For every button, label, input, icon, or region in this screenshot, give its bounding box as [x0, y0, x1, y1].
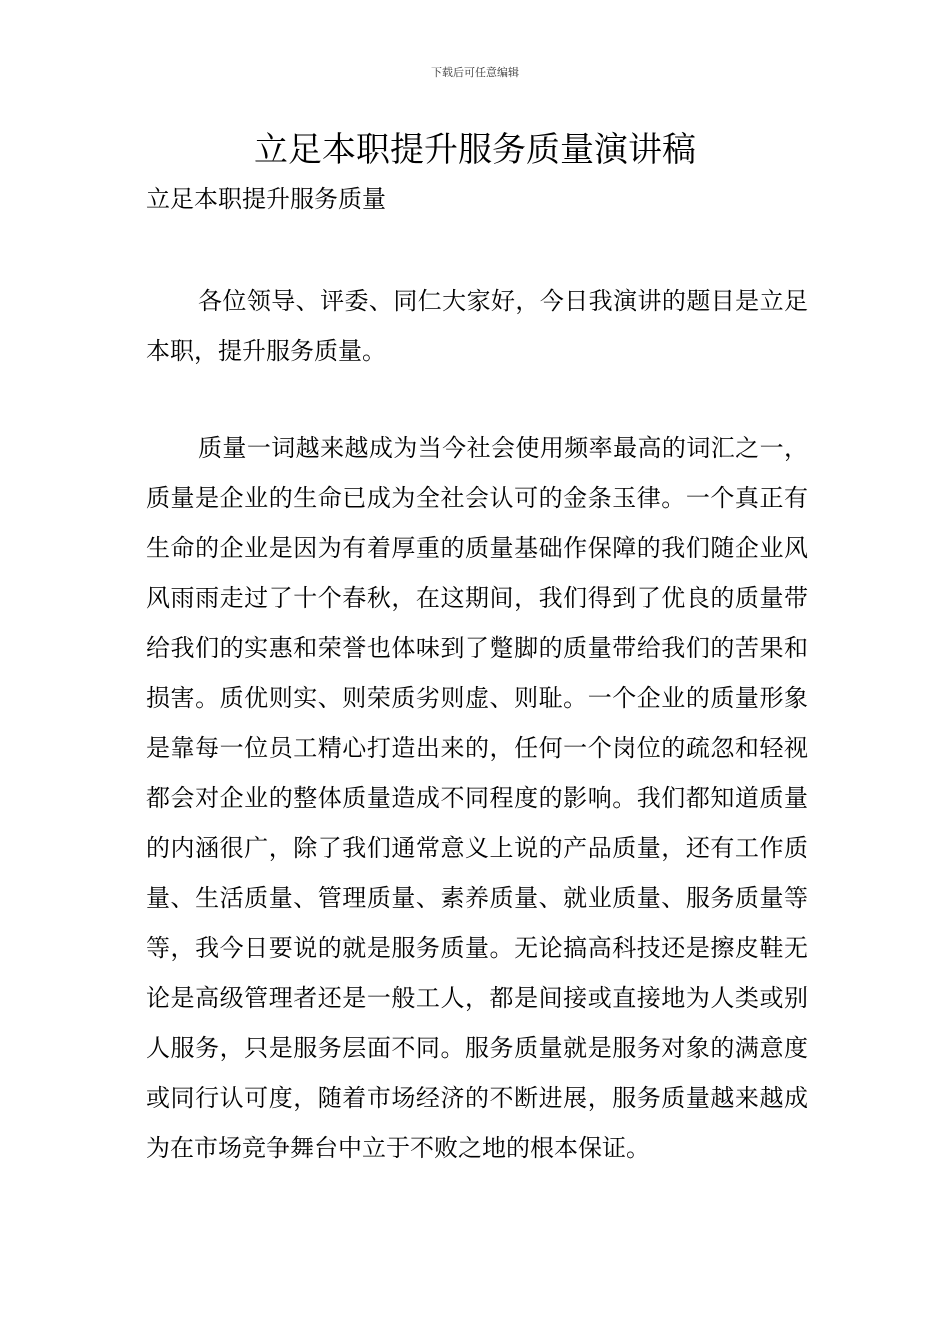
document-title: 立足本职提升服务质量演讲稿 — [254, 130, 696, 170]
body-paragraph: 质量一词越来越成为当今社会使用频率最高的词汇之一，质量是企业的生命已成为全社会认可的金条玉律。一个真正有生命的企业是因为有着厚重的质量基础作保障的我们随企业风风雨雨走过了十个春秋，在这期间，我们得到了优良的质量带给我们的实惠和荣誉也体味到了蹩脚的质量带给我们的苦果和损害。质优则实、则荣质劣则虚、则耻。一个企业的质量形象是靠每一位员工精心打造出来的，任何一个岗位的疏忽和轻视都会对企业的整体质量造成不同程度的影响。我们都知道质量的内涵很广，除了我们通常意义上说的产品质量，还有工作质量、生活质量、管理质量、素养质量、就业质量、服务质量等等，我今日要说的就是服务质量。无论搞高科技还是擦皮鞋无论是高级管理者还是一般工人，都是间接或直接地为人类或别人服务，只是服务层面不同。服务质量就是服务对象的满意度或同行认可度，随着市场经济的不断进展，服务质量越来越成为在市场竞争舞台中立于不败之地的根本保证。 — [146, 434, 808, 1162]
document-subtitle: 立足本职提升服务质量 — [146, 185, 386, 213]
body-paragraph: 各位领导、评委、同仁大家好，今日我演讲的题目是立足本职，提升服务质量。 — [146, 287, 808, 365]
header-note: 下载后可任意编辑 — [431, 66, 519, 79]
